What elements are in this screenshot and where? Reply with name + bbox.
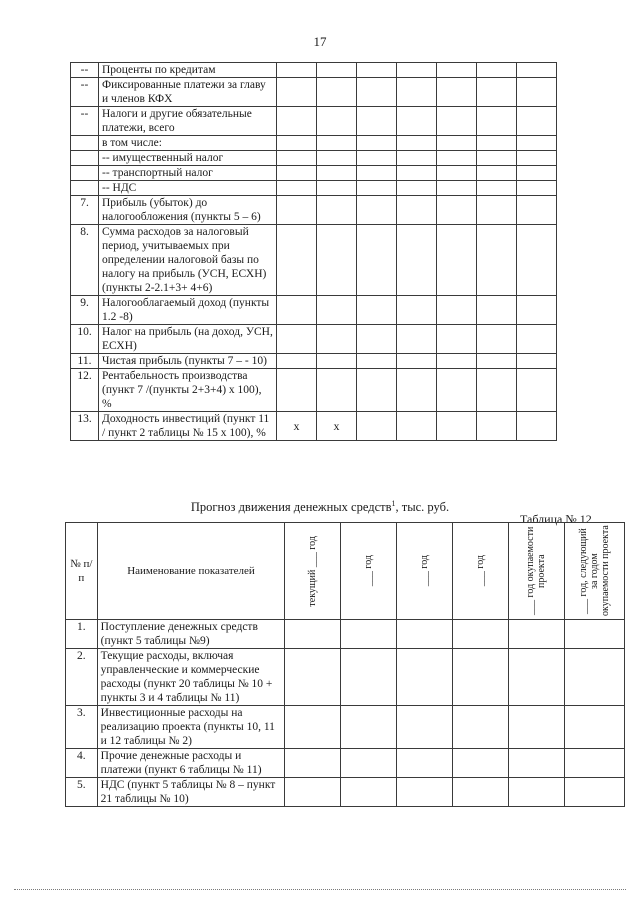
value-cell (317, 107, 357, 136)
value-cell (477, 107, 517, 136)
income-row (71, 63, 557, 78)
value-cell (564, 620, 624, 649)
value-cell (357, 369, 397, 412)
cash-flow-table (65, 522, 625, 807)
row-number: -- (71, 63, 99, 78)
value-cell (285, 778, 341, 807)
value-cell: х (277, 412, 317, 441)
value-cell (437, 196, 477, 225)
row-number: 13. (71, 412, 99, 441)
value-cell (437, 296, 477, 325)
value-cell (357, 412, 397, 441)
value-cell (437, 166, 477, 181)
income-row (71, 412, 557, 441)
value-cell (317, 166, 357, 181)
cash-flow-header-row (66, 523, 625, 620)
value-cell (277, 136, 317, 151)
value-cell (477, 78, 517, 107)
value-cell (453, 706, 509, 749)
value-cell: х (317, 412, 357, 441)
section-title-text: Прогноз движения денежных средств (190, 500, 392, 515)
page-number: 17 (313, 34, 327, 49)
value-cell (357, 151, 397, 166)
value-cell (437, 225, 477, 296)
row-label: в том числе: (99, 136, 277, 151)
row-number: 10. (71, 325, 99, 354)
value-cell (477, 325, 517, 354)
income-statement-table (70, 62, 557, 441)
value-cell (453, 649, 509, 706)
value-cell (397, 63, 437, 78)
value-cell (341, 649, 397, 706)
value-cell (357, 354, 397, 369)
value-cell (317, 196, 357, 225)
value-cell (357, 136, 397, 151)
row-number: -- (71, 78, 99, 107)
value-cell (508, 749, 564, 778)
value-cell (437, 412, 477, 441)
cash-flow-row (66, 620, 625, 649)
income-row (71, 151, 557, 166)
value-cell (341, 778, 397, 807)
income-row (71, 181, 557, 196)
value-cell (477, 354, 517, 369)
value-cell (277, 107, 317, 136)
value-cell (357, 107, 397, 136)
value-cell (517, 354, 557, 369)
value-cell (285, 620, 341, 649)
value-cell (397, 649, 453, 706)
value-cell (285, 706, 341, 749)
row-label: Прочие денежные расходы и платежи (пункт 6 таблицы № 11) (97, 749, 285, 778)
value-cell (517, 369, 557, 412)
header-col-1 (285, 523, 341, 620)
value-cell (317, 296, 357, 325)
header-col-6-label: ___ год, следующий за годом окупаемости проекта (577, 525, 611, 617)
footnote-mark: 1 (391, 499, 396, 508)
row-number: 2. (66, 649, 98, 706)
income-row (71, 166, 557, 181)
income-row (71, 136, 557, 151)
value-cell (477, 296, 517, 325)
value-cell (477, 136, 517, 151)
row-label: Рентабельность производства (пункт 7 /(пункты 2+3+4) х 100), % (99, 369, 277, 412)
row-label: НДС (пункт 5 таблицы № 8 – пункт 21 таблицы № 10) (97, 778, 285, 807)
row-label: Поступление денежных средств (пункт 5 таблицы №9) (97, 620, 285, 649)
value-cell (453, 778, 509, 807)
header-col-6 (564, 523, 624, 620)
value-cell (477, 166, 517, 181)
value-cell (477, 196, 517, 225)
row-label: Чистая прибыль (пункты 7 – - 10) (99, 354, 277, 369)
value-cell (357, 196, 397, 225)
header-col-1-label: текущий ___ год (307, 535, 319, 607)
value-cell (277, 63, 317, 78)
income-row (71, 78, 557, 107)
income-row (71, 196, 557, 225)
cash-flow-row (66, 778, 625, 807)
row-number (71, 151, 99, 166)
table-label: Таблица № 12 (520, 512, 592, 526)
value-cell (277, 166, 317, 181)
value-cell (517, 151, 557, 166)
row-number (71, 181, 99, 196)
value-cell (317, 151, 357, 166)
row-number: 5. (66, 778, 98, 807)
value-cell (517, 63, 557, 78)
value-cell (357, 296, 397, 325)
value-cell (477, 181, 517, 196)
value-cell (277, 78, 317, 107)
header-num: № п/п (66, 523, 98, 620)
value-cell (564, 706, 624, 749)
row-label: Налоги и другие обязательные платежи, всего (99, 107, 277, 136)
value-cell (564, 778, 624, 807)
value-cell (357, 325, 397, 354)
header-col-5 (508, 523, 564, 620)
value-cell (517, 107, 557, 136)
row-label: Налог на прибыль (на доход, УСН, ЕСХН) (99, 325, 277, 354)
value-cell (397, 151, 437, 166)
income-row (71, 354, 557, 369)
value-cell (341, 706, 397, 749)
value-cell (397, 166, 437, 181)
value-cell (317, 225, 357, 296)
value-cell (317, 63, 357, 78)
footer-divider (14, 889, 626, 890)
header-col-3-label: ___ год (419, 555, 431, 587)
value-cell (437, 354, 477, 369)
row-number: 9. (71, 296, 99, 325)
value-cell (277, 225, 317, 296)
value-cell (564, 649, 624, 706)
row-number: 7. (71, 196, 99, 225)
value-cell (397, 78, 437, 107)
value-cell (277, 296, 317, 325)
row-number: 1. (66, 620, 98, 649)
value-cell (357, 166, 397, 181)
value-cell (517, 225, 557, 296)
header-col-4 (453, 523, 509, 620)
row-label: -- имущественный налог (99, 151, 277, 166)
value-cell (397, 325, 437, 354)
value-cell (285, 749, 341, 778)
row-number: 4. (66, 749, 98, 778)
value-cell (397, 749, 453, 778)
value-cell (437, 369, 477, 412)
value-cell (317, 78, 357, 107)
row-label: Текущие расходы, включая управленческие и коммерческие расходы (пункт 20 таблицы № 10 + пункты 3 и 4 таблицы № 11) (97, 649, 285, 706)
income-row (71, 296, 557, 325)
value-cell (437, 107, 477, 136)
value-cell (477, 151, 517, 166)
header-col-2-label: ___ год (363, 555, 375, 587)
value-cell (397, 181, 437, 196)
value-cell (397, 412, 437, 441)
header-name: Наименование показателей (97, 523, 285, 620)
value-cell (517, 412, 557, 441)
value-cell (285, 649, 341, 706)
value-cell (341, 749, 397, 778)
value-cell (517, 196, 557, 225)
row-label: Налогооблагаемый доход (пункты 1.2 -8) (99, 296, 277, 325)
row-label: Фиксированные платежи за главу и членов КФХ (99, 78, 277, 107)
value-cell (437, 151, 477, 166)
row-number: 12. (71, 369, 99, 412)
row-label: -- транспортный налог (99, 166, 277, 181)
section-title-suffix: , тыс. руб. (395, 500, 450, 515)
value-cell (317, 369, 357, 412)
row-number: 11. (71, 354, 99, 369)
value-cell (508, 706, 564, 749)
row-number: -- (71, 107, 99, 136)
value-cell (397, 354, 437, 369)
row-number: 3. (66, 706, 98, 749)
value-cell (517, 325, 557, 354)
value-cell (277, 354, 317, 369)
value-cell (397, 706, 453, 749)
value-cell (277, 325, 317, 354)
value-cell (277, 196, 317, 225)
value-cell (508, 649, 564, 706)
row-label: Проценты по кредитам (99, 63, 277, 78)
value-cell (437, 325, 477, 354)
row-label: Доходность инвестиций (пункт 11 / пункт 2 таблицы № 15 х 100), % (99, 412, 277, 441)
value-cell (397, 107, 437, 136)
value-cell (453, 749, 509, 778)
value-cell (517, 136, 557, 151)
value-cell (317, 181, 357, 196)
cash-flow-row (66, 749, 625, 778)
value-cell (477, 412, 517, 441)
value-cell (453, 620, 509, 649)
value-cell (517, 78, 557, 107)
value-cell (437, 63, 477, 78)
value-cell (517, 296, 557, 325)
value-cell (277, 181, 317, 196)
value-cell (317, 136, 357, 151)
row-number: 8. (71, 225, 99, 296)
value-cell (357, 181, 397, 196)
row-label: -- НДС (99, 181, 277, 196)
header-col-5-label: ___ год окупаемости проекта (525, 526, 548, 616)
header-col-4-label: ___ год (474, 555, 486, 587)
row-number (71, 166, 99, 181)
income-row (71, 369, 557, 412)
value-cell (317, 325, 357, 354)
header-col-3 (397, 523, 453, 620)
value-cell (397, 620, 453, 649)
value-cell (397, 778, 453, 807)
income-row (71, 325, 557, 354)
value-cell (508, 778, 564, 807)
value-cell (397, 196, 437, 225)
value-cell (357, 63, 397, 78)
value-cell (397, 136, 437, 151)
value-cell (517, 181, 557, 196)
value-cell (477, 63, 517, 78)
value-cell (564, 749, 624, 778)
value-cell (317, 354, 357, 369)
value-cell (437, 136, 477, 151)
income-row (71, 107, 557, 136)
income-row (71, 225, 557, 296)
value-cell (437, 78, 477, 107)
value-cell (277, 151, 317, 166)
row-number (71, 136, 99, 151)
value-cell (397, 225, 437, 296)
value-cell (397, 296, 437, 325)
value-cell (477, 225, 517, 296)
value-cell (477, 369, 517, 412)
header-col-2 (341, 523, 397, 620)
value-cell (277, 369, 317, 412)
value-cell (357, 78, 397, 107)
row-label: Прибыль (убыток) до налогообложения (пункты 5 – 6) (99, 196, 277, 225)
value-cell (508, 620, 564, 649)
cash-flow-row (66, 706, 625, 749)
value-cell (437, 181, 477, 196)
value-cell (397, 369, 437, 412)
row-label: Инвестиционные расходы на реализацию проекта (пункты 10, 11 и 12 таблицы № 2) (97, 706, 285, 749)
cash-flow-row (66, 649, 625, 706)
row-label: Сумма расходов за налоговый период, учитываемых при определении налоговой базы по налогу на прибыль (УСН, ЕСХН) (пункты 2-2.1+3+ 4+6) (99, 225, 277, 296)
value-cell (341, 620, 397, 649)
value-cell (517, 166, 557, 181)
value-cell (357, 225, 397, 296)
